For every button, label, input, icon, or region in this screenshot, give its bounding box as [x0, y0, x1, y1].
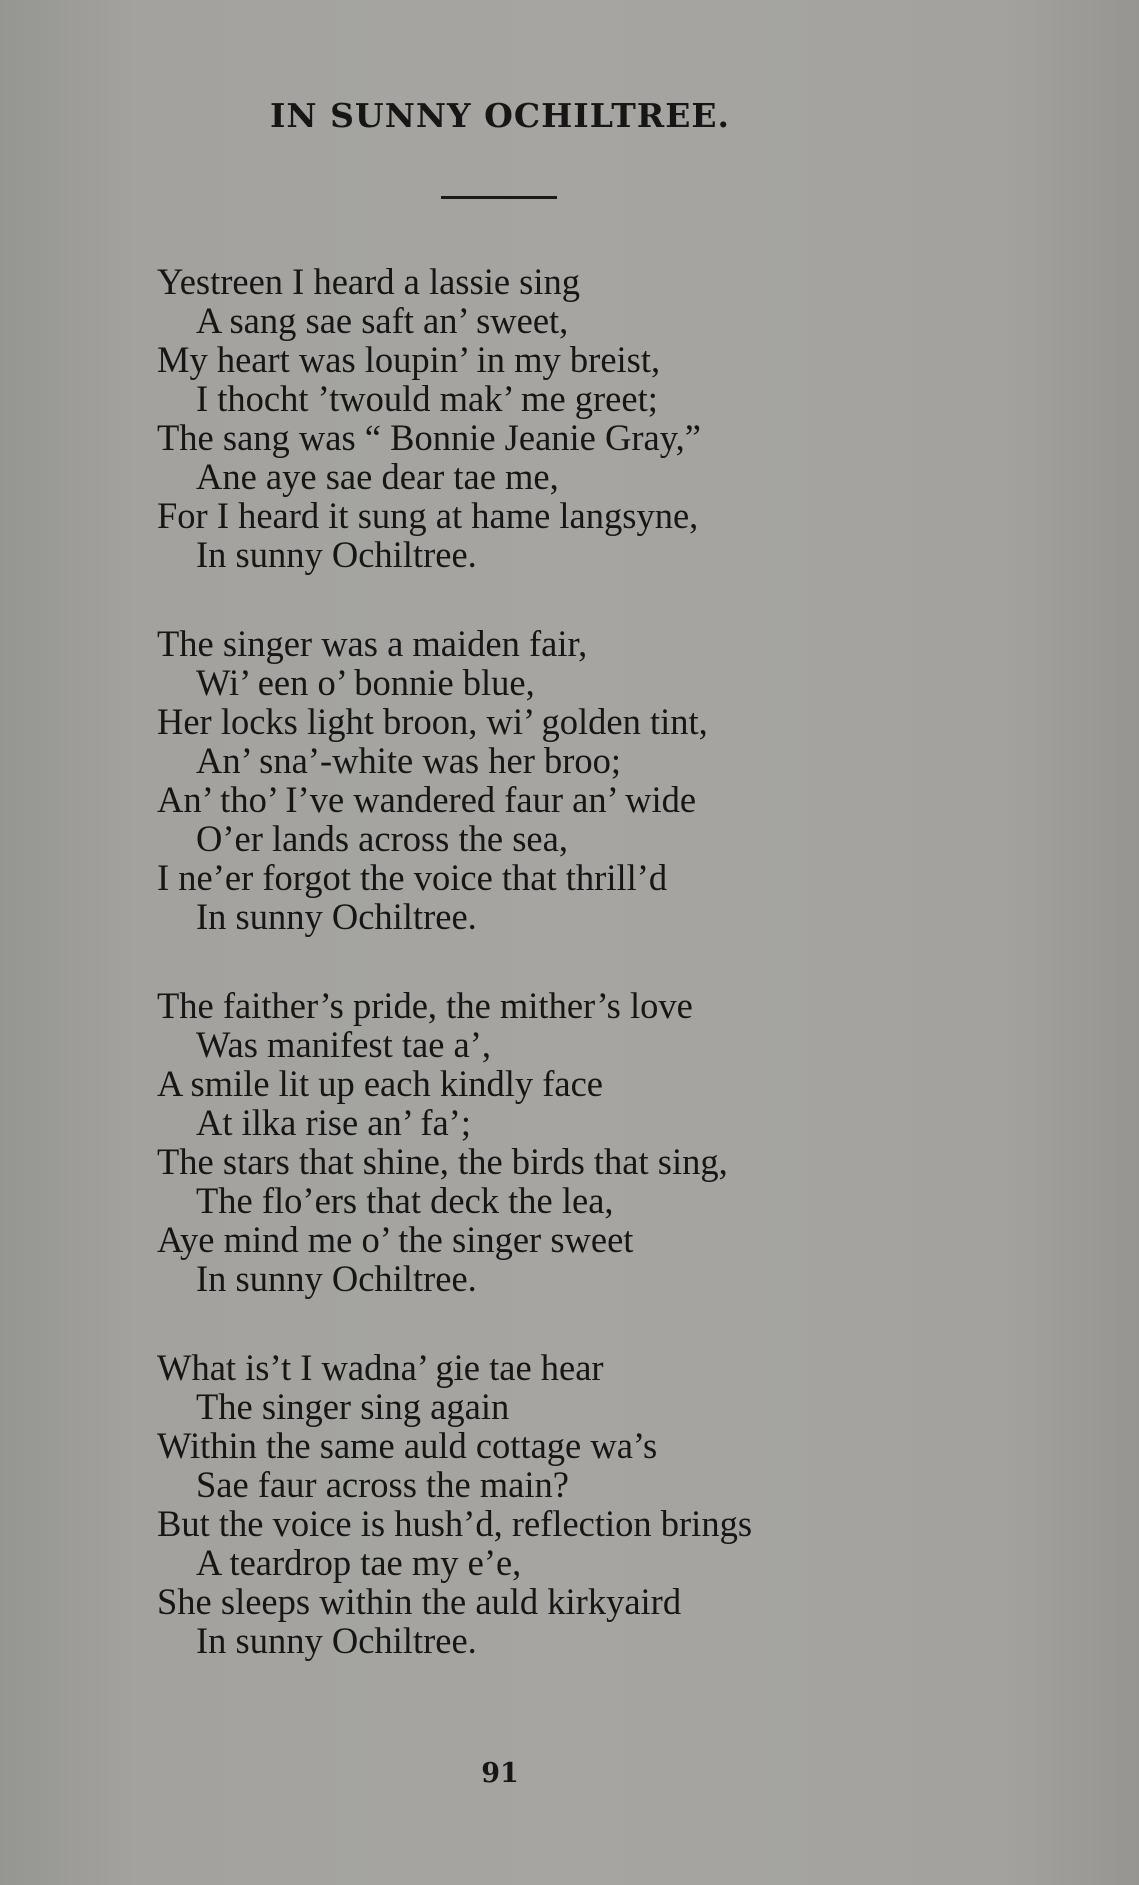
- page-number: 91: [481, 1758, 519, 1789]
- poem-line: My heart was loupin’ in my breist,: [157, 339, 661, 380]
- stanza-4: [157, 1348, 1057, 1660]
- poem-line: At ilka rise an’ fa’;: [196, 1102, 471, 1143]
- poem-line: An’ sna’-white was her broo;: [196, 740, 622, 781]
- poem-line: A teardrop tae my e’e,: [196, 1542, 522, 1583]
- poem-line: Was manifest tae a’,: [196, 1024, 492, 1065]
- poem-line: What is’t I wadna’ gie tae hear: [157, 1347, 604, 1388]
- poem-line: A smile lit up each kindly face: [157, 1063, 603, 1104]
- poem-line: Aye mind me o’ the singer sweet: [157, 1219, 634, 1260]
- poem-line: In sunny Ochiltree.: [196, 1258, 477, 1299]
- poem-line: The faither’s pride, the mither’s love: [157, 985, 693, 1026]
- poem-line: The sang was “ Bonnie Jeanie Gray,”: [157, 417, 701, 458]
- poem-body: [157, 262, 1057, 1710]
- poem-line: In sunny Ochiltree.: [196, 1620, 477, 1661]
- title-rule-divider: [441, 196, 557, 199]
- poem-line: In sunny Ochiltree.: [196, 534, 477, 575]
- poem-title: IN SUNNY OCHILTREE.: [270, 96, 730, 135]
- stanza-3: [157, 986, 1057, 1298]
- poem-line: The singer sing again: [196, 1386, 510, 1427]
- stanza-1: [157, 262, 1057, 574]
- poem-line: A sang sae saft an’ sweet,: [196, 300, 569, 341]
- poem-line: I thocht ’twould mak’ me greet;: [196, 378, 658, 419]
- poem-line: Wi’ een o’ bonnie blue,: [196, 662, 535, 703]
- poem-line: I ne’er forgot the voice that thrill’d: [157, 857, 668, 898]
- poem-line: In sunny Ochiltree.: [196, 896, 477, 937]
- poem-line: O’er lands across the sea,: [196, 818, 568, 859]
- poem-line: Yestreen I heard a lassie sing: [157, 261, 581, 302]
- poem-line: Ane aye sae dear tae me,: [196, 456, 559, 497]
- poem-line: Within the same auld cottage wa’s: [157, 1425, 658, 1466]
- poem-line: She sleeps within the auld kirkyaird: [157, 1581, 682, 1622]
- poem-line: The stars that shine, the birds that sing,: [157, 1141, 728, 1182]
- poem-line: For I heard it sung at hame langsyne,: [157, 495, 699, 536]
- poem-line: Her locks light broon, wi’ golden tint,: [157, 701, 708, 742]
- stanza-2: [157, 624, 1057, 936]
- poem-line: Sae faur across the main?: [196, 1464, 569, 1505]
- poem-line: An’ tho’ I’ve wandered faur an’ wide: [157, 779, 697, 820]
- poem-line: But the voice is hush’d, reflection brings: [157, 1503, 753, 1544]
- poem-line: The singer was a maiden fair,: [157, 623, 588, 664]
- poem-line: The flo’ers that deck the lea,: [196, 1180, 614, 1221]
